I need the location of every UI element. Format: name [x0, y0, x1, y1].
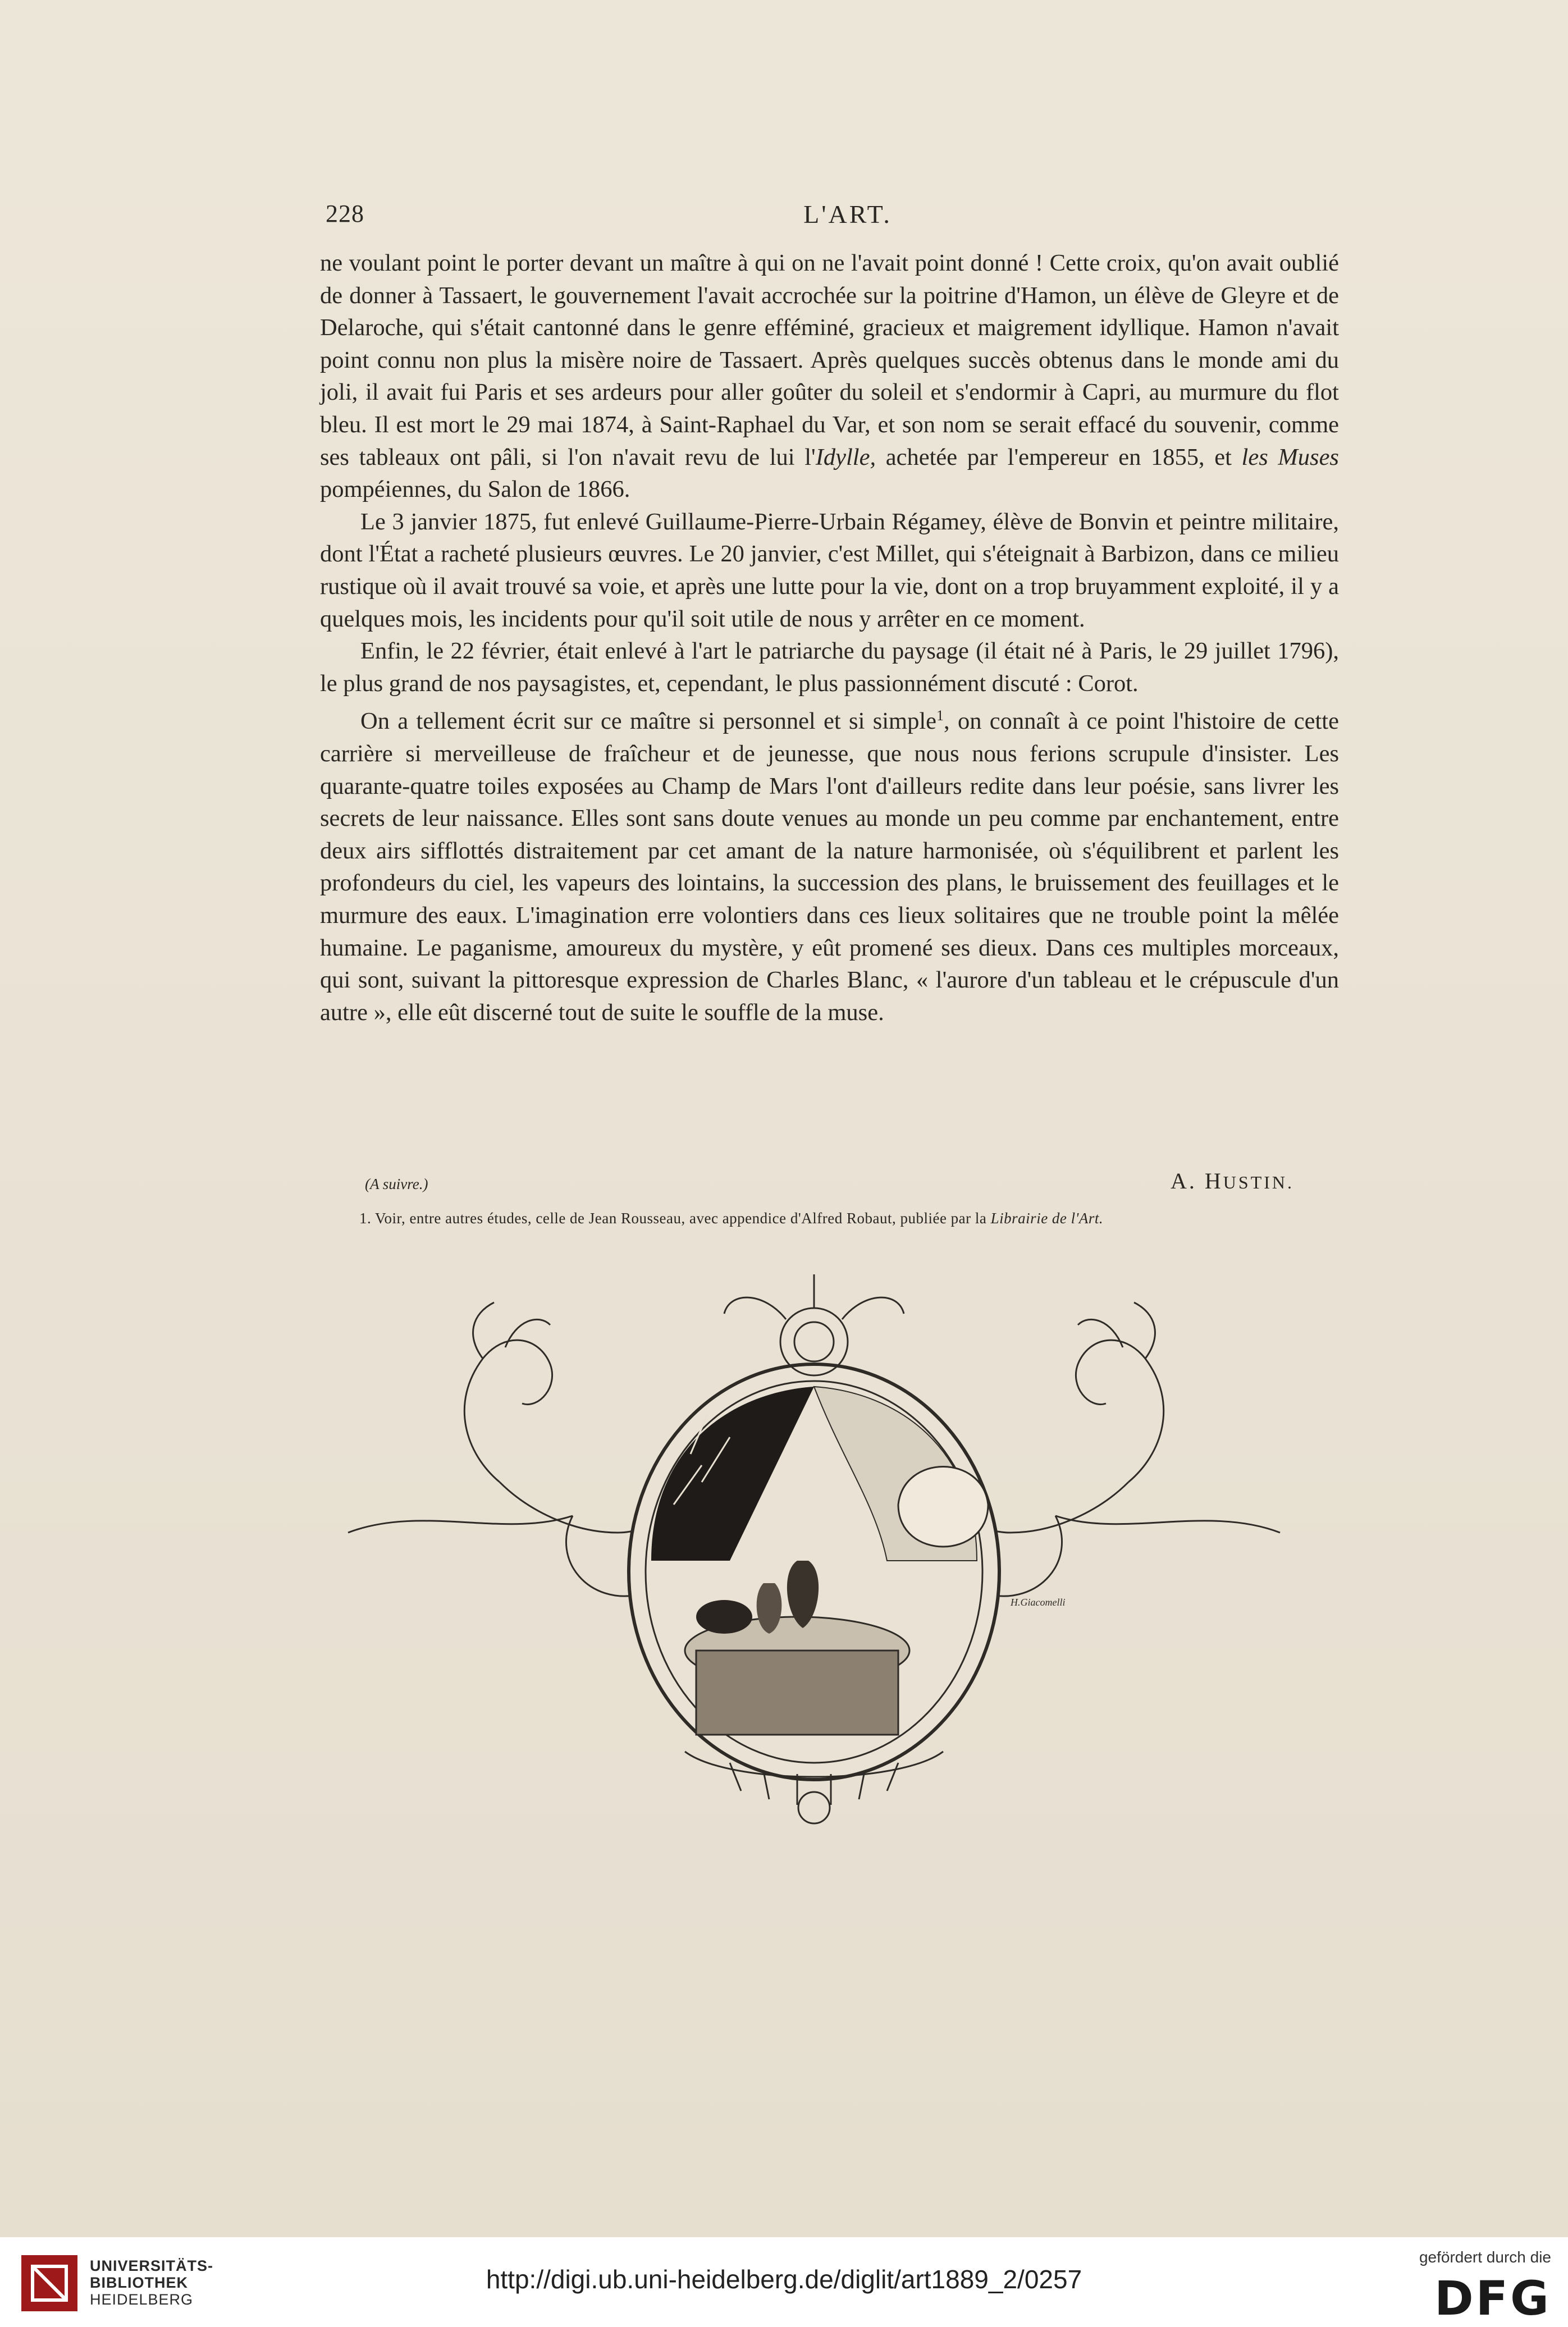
paragraph-2: Le 3 janvier 1875, fut enlevé Guillaume-Pierre-Urbain Régamey, élève de Bonvin et peintre militaire, dont l'État a racheté plusieurs œuvres. Le 20 janvier, c'est Millet, qui s'éteignait à Barbizon, dans ce milieu rustique où il avait trouvé sa voie, et après une lutte pour la vie, dont on a trop bruyamment exploité, il y a quelques mois, les incidents pour qu'il soit utile de nous y arrêter en ce moment. [320, 508, 1339, 632]
footnote-italic: Librairie de l'Art. [990, 1210, 1104, 1227]
italic-title-idylle: Idylle, [815, 444, 876, 470]
central-medallion [629, 1364, 999, 1780]
permalink-url[interactable]: http://digi.ub.uni-heidelberg.de/diglit/art1889_2/0257 [486, 2265, 1082, 2294]
dfg-logo[interactable]: DFG [1434, 2271, 1551, 2326]
paragraph-1: ne voulant point le porter devant un maître à qui on ne l'avait point donné ! Cette croix, qu'on avait oublié de donner à Tassaert, le gouvernement l'avait accrochée sur la poitrine d'Hamon, un élève de Gleyre et de Delaroche, qui s'était cantonné dans le genre efféminé, gracieux et maigrement idyllique. Hamon n'avait point connu non plus la misère noire de Tassaert. Après quelques succès obtenus dans le monde ami du joli, il avait fui Paris et ses ardeurs pour aller goûter du soleil et s'endormir à Capri, au murmure du flot bleu. Il est mort le 29 mai 1874, à Saint-Raphael du Var, et son nom se serait effacé du souvenir, comme ses tableaux ont pâli, si l'on n'avait revu de lui l'Idylle, achetée par l'empereur en 1855, et les Muses pompéiennes, du Salon de 1866. [320, 250, 1339, 503]
left-griffin [464, 1340, 552, 1482]
footnote: 1. Voir, entre autres études, celle de Jean Rousseau, avec appendice d'Alfred Robaut, publiée par la Librairie de l'Art. [359, 1210, 1104, 1227]
right-griffin [1076, 1340, 1163, 1482]
running-head [326, 199, 1370, 239]
italic-title-muses: les Muses [1241, 444, 1339, 470]
author-signature: A. HUSTIN. [1171, 1168, 1294, 1194]
journal-title: L'ART. [803, 200, 892, 228]
page-number: 228 [326, 200, 364, 227]
article-body [320, 247, 1339, 1028]
engraved-vignette [337, 1269, 1291, 1830]
to-be-continued: (A suivre.) [365, 1176, 428, 1192]
paragraph-3: Enfin, le 22 février, était enlevé à l'art le patriarche du paysage (il était né à Paris, le 29 juillet 1796), le plus grand de nos paysagistes, et, cependant, le plus passionnément discuté : Corot. [320, 638, 1339, 697]
footnote-reference[interactable]: 1 [936, 707, 944, 724]
paragraph-4: On a tellement écrit sur ce maître si personnel et si simple$^1$, on connaît à ce point l'histoire de cette carrière si merveilleuse de fraîcheur et de jeunesse, que nous nous ferions scrupule d'insister. Les quarante-quatre toiles exposées au Champ de Mars l'ont d'ailleurs redite dans leur poésie, sans livrer les secrets de leur naissance. Elles sont sans doute venues au monde un peu comme par enchantement, entre deux airs sifflottés distraitement par cet amant de la nature harmonisée, où s'équilibrent et parlent les profondeurs du ciel, les vapeurs des lointains, la succession des plans, le bruissement des feuillages et le murmure des eaux. L'imagination erre volontiers dans ces lieux solitaires que ne trouble point la mêlée humaine. Le paganisme, amoureux du mystère, y eût promené ses dieux. Dans ces multiples morceaux, qui sont, suivant la pittoresque expression de Charles Blanc, « l'aurore d'un tableau et le crépuscule d'un autre », elle eût discerné tout de suite le souffle de la muse. [320, 707, 1339, 1026]
footnote-number: 1. [359, 1210, 372, 1227]
signature-row [320, 1168, 1339, 1201]
funding-note: gefördert durch die [1419, 2248, 1551, 2266]
digitization-footer [0, 2237, 1568, 2327]
engraver-signature: H.Giacomelli [1011, 1597, 1066, 1608]
floral-crest [724, 1274, 904, 1375]
university-library-name: UNIVERSITÄTS- BIBLIOTHEK HEIDELBERG [90, 2257, 214, 2308]
